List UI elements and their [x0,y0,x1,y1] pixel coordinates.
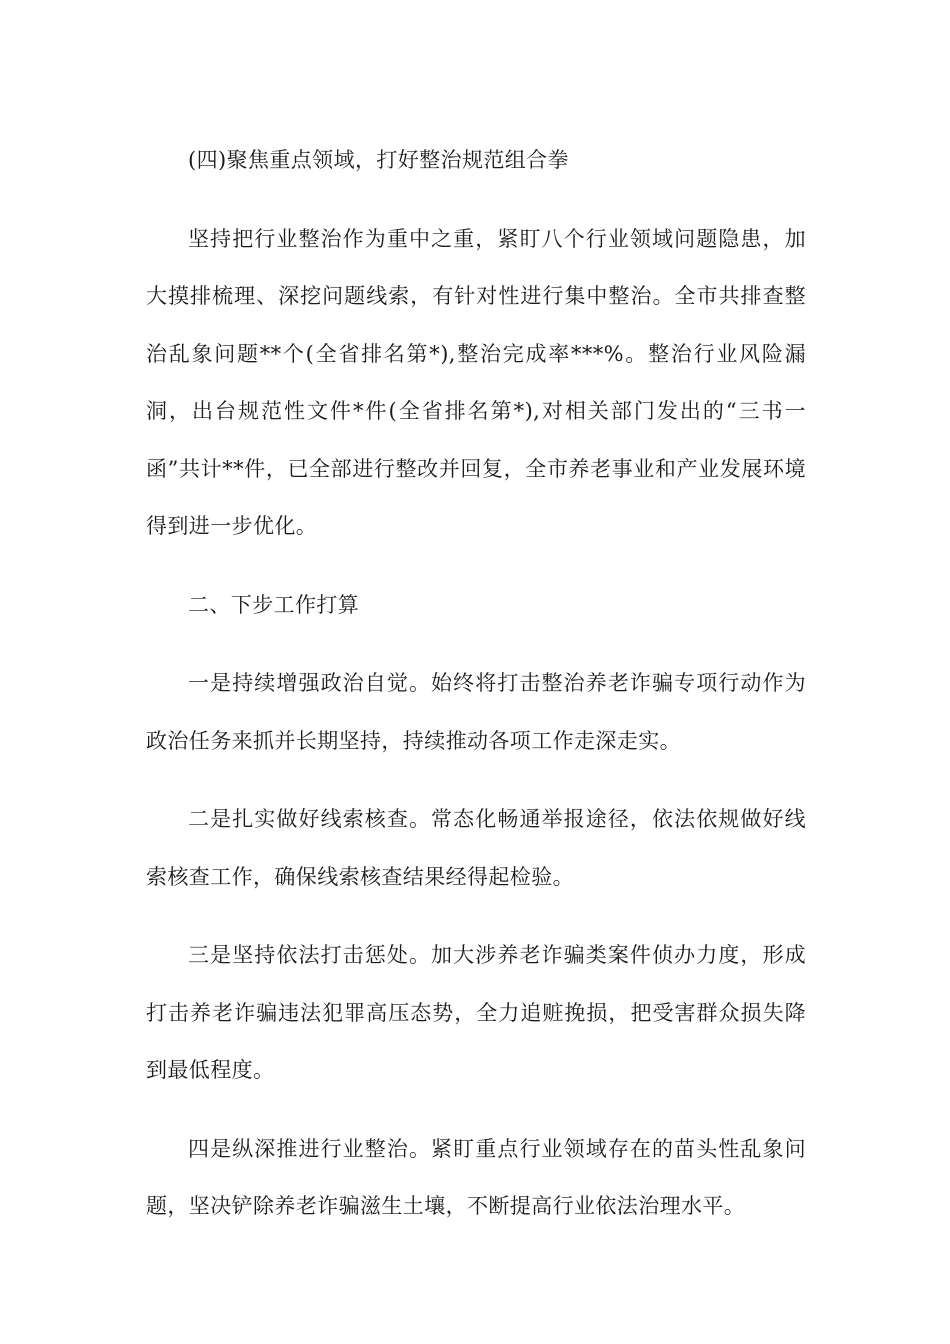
paragraph-gap [146,770,806,791]
section-paragraph: 坚持把行业整治作为重中之重，紧盯八个行业领域问题隐患，加大摸排梳理、深挖问题线索，有针对性进行集中整治。全市共排查整治乱象问题**个(全省排名第*),整治完成率***%。整治行业风险漏洞，出台规范性文件*件(全省排名第*),对相关部门发出的“三书一函”共计**件，已全部进行整改并回复，全市养老事业和产业发展环境得到进一步优化。 [146,226,806,538]
part-heading: 二、下步工作打算 [188,592,360,617]
plan-item-3: 三是坚持依法打击惩处。加大涉养老诈骗类案件侦办力度，形成打击养老诈骗违法犯罪高压态势，全力追赃挽损，把受害群众损失降到最低程度。 [146,943,806,1082]
plan-item-4: 四是纵深推进行业整治。紧盯重点行业领域存在的苗头性乱象问题，坚决铲除养老诈骗滋生土壤，不断提高行业依法治理水平。 [146,1136,806,1218]
paragraph-gap [146,634,806,655]
paragraph-gap [146,906,806,927]
plan-item-2: 二是扎实做好线索核查。常态化畅通举报途径，依法依规做好线索核查工作，确保线索核查结果经得起检验。 [146,807,806,889]
paragraph-gap [146,556,806,577]
section-heading: (四)聚焦重点领域，打好整治规范组合拳 [188,148,569,172]
plan-item-1: 一是持续增强政治自觉。始终将打击整治养老诈骗专项行动作为政治任务来抓并长期坚持，持续推动各项工作走深走实。 [146,671,806,753]
document-body [146,132,806,1236]
paragraph-gap [146,1100,806,1121]
paragraph-gap [146,190,806,211]
